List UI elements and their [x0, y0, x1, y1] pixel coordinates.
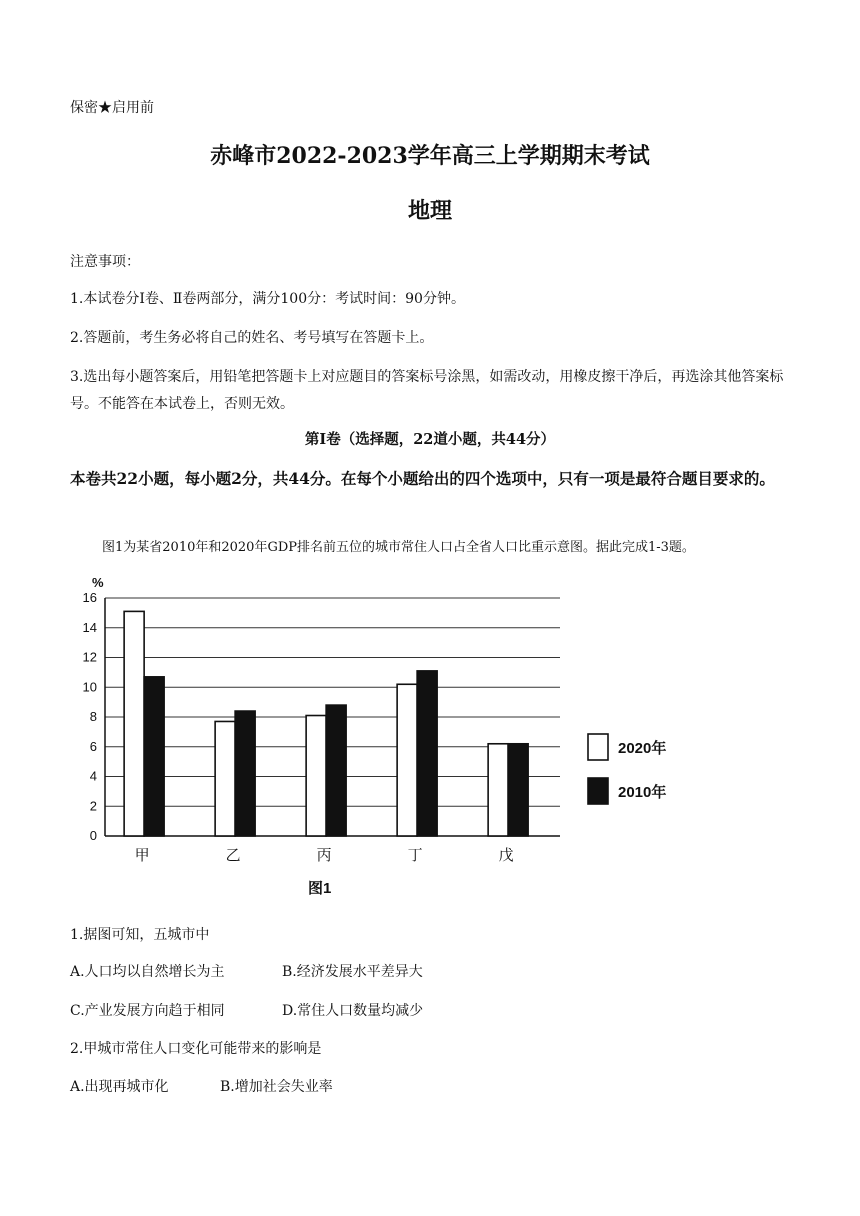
x-tick-label: 乙: [225, 846, 241, 864]
legend-swatch-2010年: [588, 778, 608, 804]
legend-swatch-2020年: [588, 734, 608, 760]
y-tick-label: 14: [82, 619, 97, 635]
y-tick-label: 4: [89, 768, 97, 784]
x-tick-label: 戊: [498, 846, 514, 864]
notice-item-1: 1.本试卷分Ⅰ卷、Ⅱ卷两部分，满分100分：考试时间：90分钟。: [70, 291, 465, 307]
question-1-option-d: D.常住人口数量均减少: [282, 1003, 424, 1019]
notice-item-3: 3.选出每小题答案后，用铅笔把答题卡上对应题目的答案标号涂黑，如需改动，用橡皮擦干净后，再选涂其他答案标号。不能答在本试卷上，否则无效。: [70, 369, 784, 412]
question-2-option-b: B.增加社会失业率: [220, 1079, 333, 1095]
bar-2020年-乙: [215, 721, 235, 836]
question-1-option-b: B.经济发展水平差异大: [282, 964, 423, 980]
question-1-option-a: A.人口均以自然增长为主: [70, 964, 225, 980]
y-axis-label: %: [92, 575, 104, 590]
bar-2020年-丙: [306, 716, 326, 836]
section-instruction: 本卷共22小题，每小题2分，共44分。在每个小题给出的四个选项中，只有一项是最符合题目要求的。: [70, 469, 775, 488]
legend-label: 2020年: [618, 740, 667, 757]
bar-2020年-甲: [124, 611, 144, 836]
chart-bars: [124, 611, 528, 836]
bar-2010年-乙: [235, 711, 255, 836]
question-1-option-c: C.产业发展方向趋于相同: [70, 1003, 225, 1019]
question-2-stem: 2.甲城市常住人口变化可能带来的影响是: [70, 1041, 322, 1057]
section-heading: 第Ⅰ卷（选择题，22道小题，共44分）: [304, 431, 556, 448]
notice-item-2: 2.答题前，考生务必将自己的姓名、考号填写在答题卡上。: [70, 330, 434, 346]
bar-2010年-甲: [144, 677, 164, 836]
bar-2020年-戊: [488, 744, 508, 836]
figure-caption: 图1: [308, 880, 332, 897]
y-tick-label: 12: [82, 649, 97, 665]
subject-title: 地理: [407, 198, 452, 224]
y-tick-label: 6: [89, 738, 97, 754]
y-tick-label: 10: [82, 679, 97, 695]
exam-title: 赤峰市2022-2023学年高三上学期期末考试: [210, 143, 650, 169]
x-tick-label: 丙: [316, 846, 332, 864]
population-bar-chart: [70, 570, 690, 900]
chart-legend: [588, 734, 666, 804]
y-tick-label: 0: [89, 828, 97, 843]
bar-2020年-丁: [397, 684, 417, 836]
bar-2010年-丁: [417, 671, 437, 836]
question-1-stem: 1.据图可知，五城市中: [70, 927, 210, 943]
bar-2010年-戊: [508, 744, 528, 836]
bar-2010年-丙: [326, 705, 346, 836]
x-tick-label: 丁: [407, 846, 423, 864]
y-tick-label: 16: [82, 590, 97, 605]
y-tick-label: 2: [89, 798, 97, 814]
x-tick-label: 甲: [134, 846, 150, 864]
question-2-option-a: A.出现再城市化: [70, 1079, 169, 1095]
secret-label: 保密★启用前: [70, 100, 154, 116]
legend-label: 2010年: [618, 784, 667, 801]
y-tick-label: 8: [89, 709, 97, 724]
notice-heading: 注意事项：: [70, 254, 140, 270]
figure-intro: 图1为某省2010年和2020年GDP排名前五位的城市常住人口占全省人口比重示意图。据此完成1-3题。: [102, 540, 695, 555]
